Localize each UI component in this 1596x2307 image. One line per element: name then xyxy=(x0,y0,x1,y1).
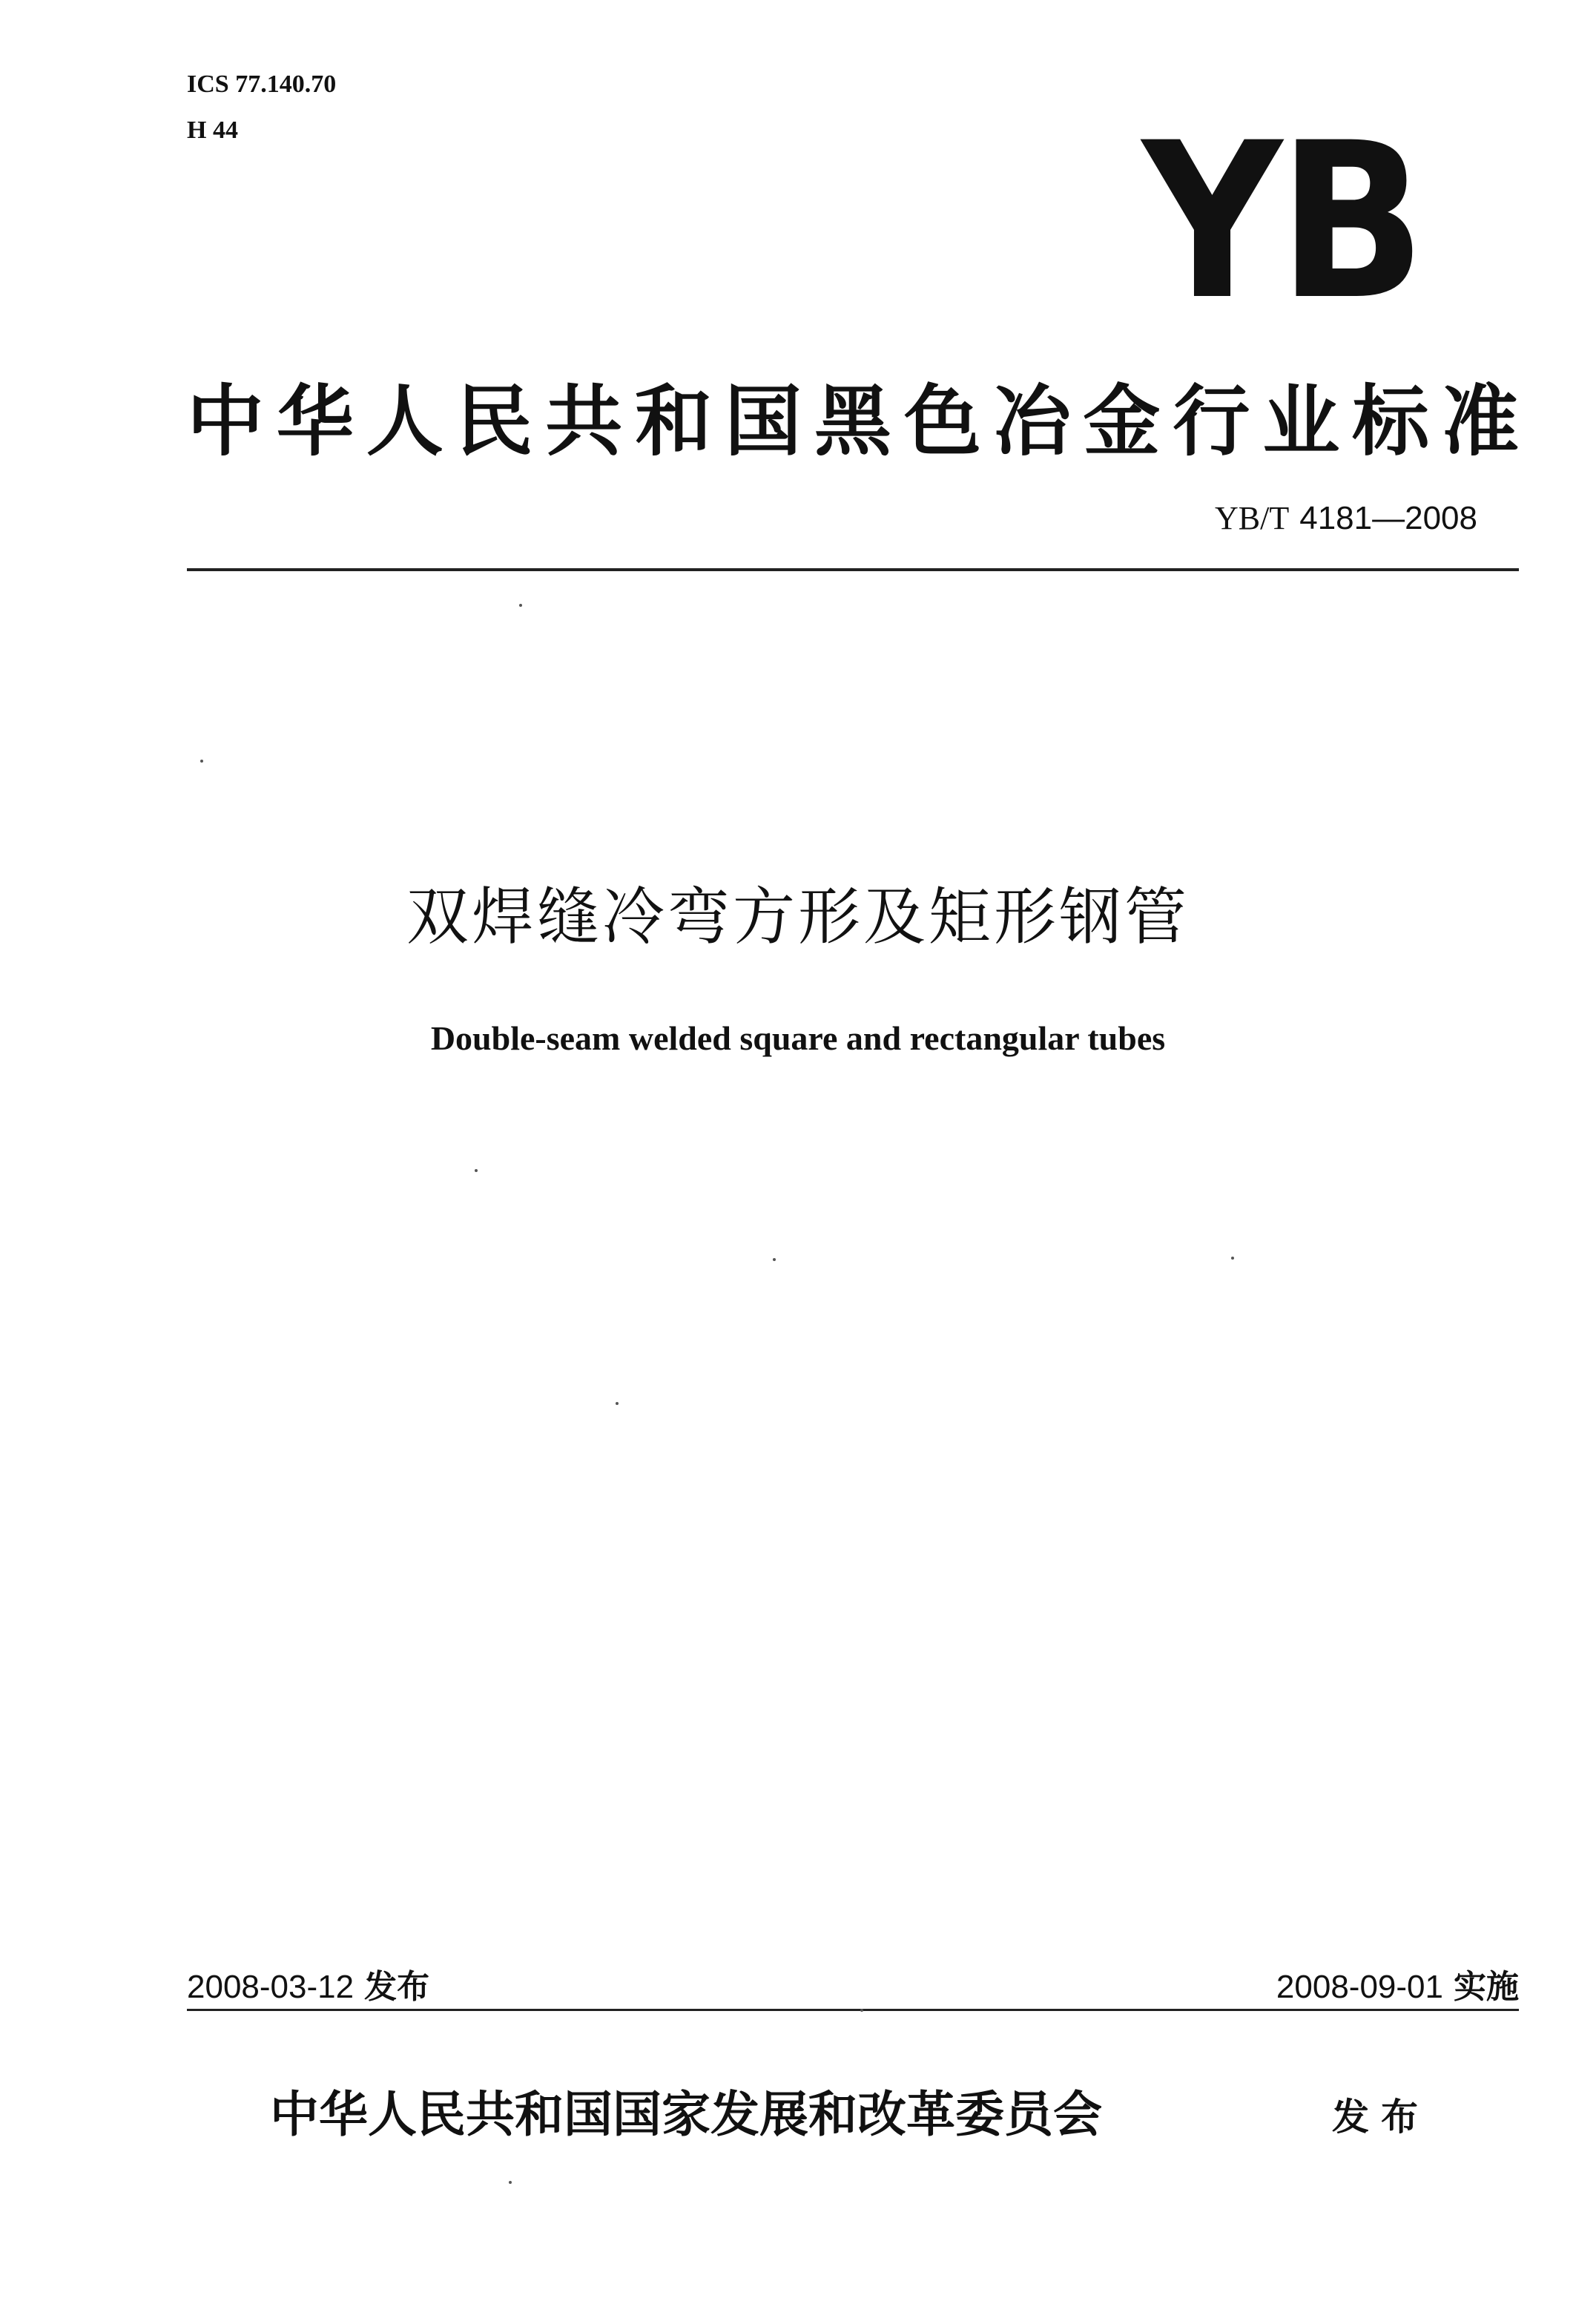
document-title-chinese: 双焊缝冷弯方形及矩形钢管 xyxy=(406,881,1190,953)
footer-divider xyxy=(187,2009,1519,2011)
ics-code: ICS 77.140.70 xyxy=(187,70,337,98)
classification-code: H 44 xyxy=(187,116,238,144)
issuing-action: 发布 xyxy=(1332,2095,1430,2139)
scan-speck xyxy=(773,1258,776,1261)
scan-speck xyxy=(509,2181,512,2184)
scan-speck xyxy=(860,2009,863,2012)
header-divider xyxy=(187,568,1519,571)
standard-number-value: 4181—2008 xyxy=(1299,500,1477,536)
publish-date xyxy=(187,1967,429,2007)
issuing-authority: 中华人民共和国国家发展和改革委员会 xyxy=(270,2085,1102,2143)
standard-title: 中华人民共和国黑色冶金行业标准 xyxy=(187,376,1519,467)
yb-logo: YB xyxy=(1142,97,1422,347)
publish-date-value: 2008-03-12 xyxy=(187,1969,355,2005)
publish-date-label: 发布 xyxy=(364,1968,430,2006)
scan-speck xyxy=(519,604,522,607)
standard-number xyxy=(1215,498,1477,539)
scan-speck xyxy=(475,1169,478,1172)
standard-number-prefix: YB/T xyxy=(1215,500,1290,536)
implementation-date-value: 2008-09-01 xyxy=(1276,1969,1443,2005)
implementation-date xyxy=(1276,1967,1519,2007)
scan-speck xyxy=(200,760,203,763)
scan-speck xyxy=(616,1402,619,1405)
implementation-date-label: 实施 xyxy=(1454,1968,1519,2006)
scan-speck xyxy=(1231,1257,1234,1260)
document-title-english: Double-seam welded square and rectangular tubes xyxy=(430,1019,1166,1057)
